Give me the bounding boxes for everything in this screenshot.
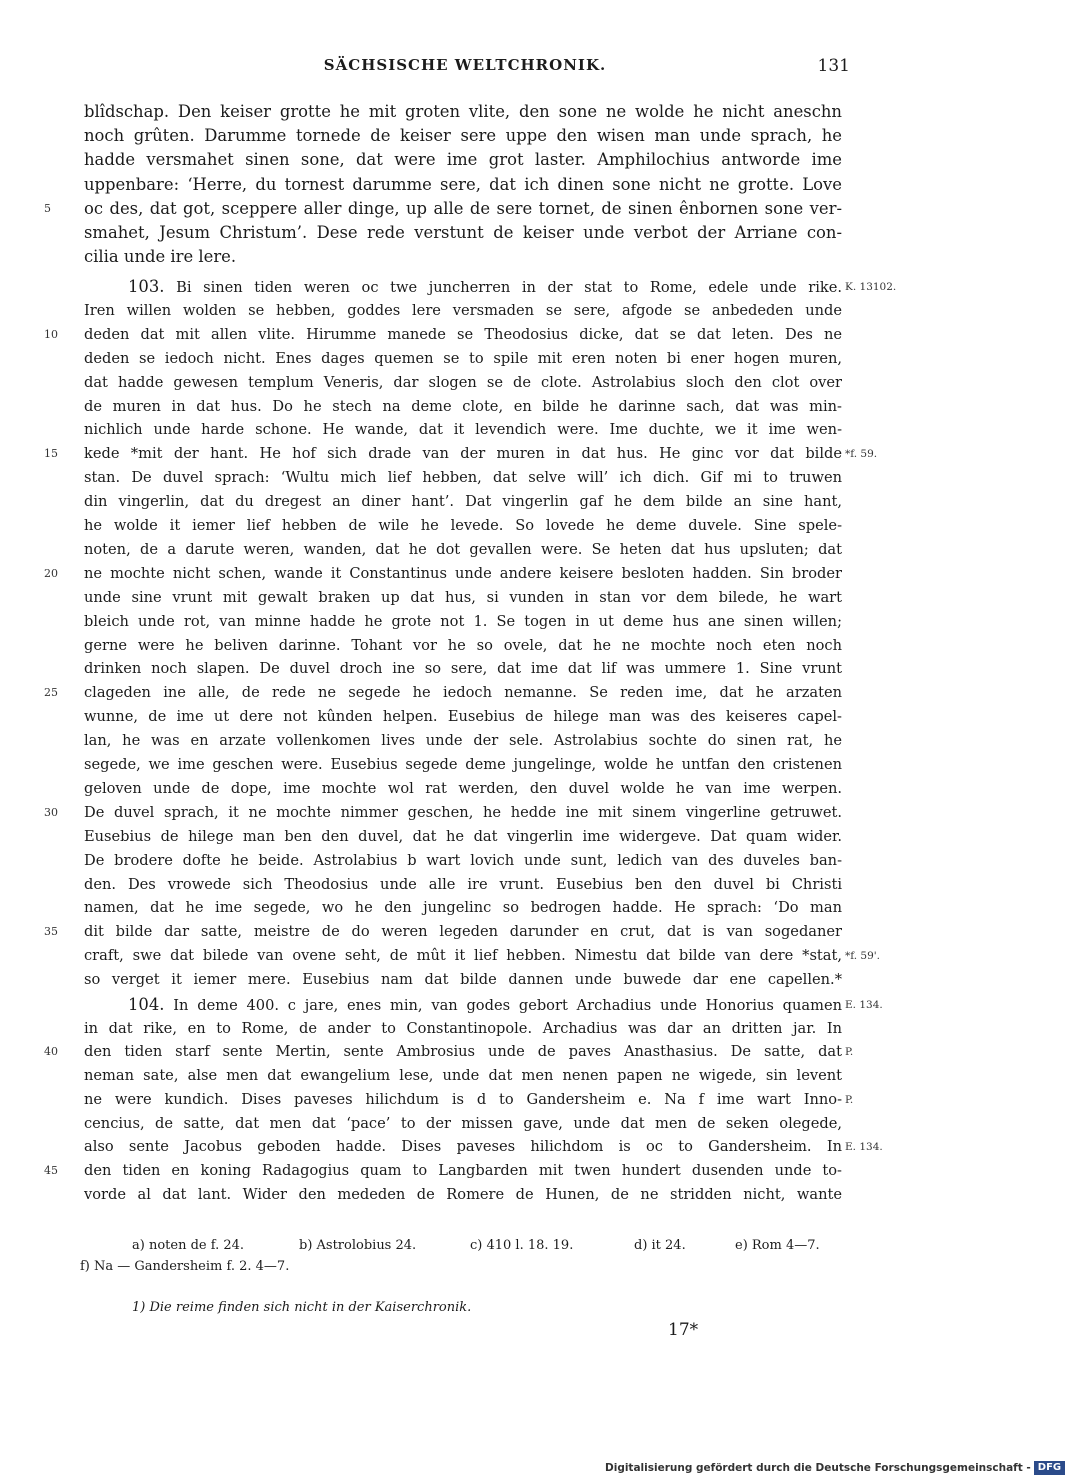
line-text: dit bilde dar satte, meistre de do weren legeden darunder en crut, dat is van sogedaner [84, 923, 842, 941]
margin-reference: K. 13102. [845, 281, 897, 293]
line-text: segede, we ime geschen were. Eusebius segede deme jungelinge, wolde he untfan den cristenen [84, 756, 842, 773]
line-text: ne mochte nicht schen, wande it Constantinus unde andere keisere besloten hadden. Sin broder [84, 564, 842, 582]
running-header [80, 56, 850, 84]
line-text: in dat rike, en to Rome, de ander to Constantinopole. Archadius was dar an dritten jar. In [84, 1019, 842, 1037]
footnote-apparatus-f: f) Na — Gandersheim f. 2. 4—7. [80, 1259, 290, 1274]
text-line [84, 1159, 842, 1183]
line-number: 5 [44, 201, 51, 215]
line-text: cilia unde ire lere. [84, 247, 237, 267]
text-line [84, 1088, 842, 1112]
line-text: oc des, dat got, sceppere aller dinge, up alle de sere tornet, de sinen ênbornen sone ver- [84, 198, 842, 218]
text-line [84, 1064, 842, 1088]
line-text: Bi sinen tiden weren oc twe juncherren in der stat to Rome, edele unde rike. [176, 279, 843, 296]
text-line [84, 1017, 842, 1041]
text-line [84, 993, 842, 1017]
text-line [84, 100, 842, 124]
text-line [84, 442, 842, 466]
line-number: 10 [44, 327, 58, 341]
text-line [84, 275, 842, 299]
line-text: De brodere dofte he beide. Astrolabius b wart lovich unde sunt, ledich van des duveles ban- [84, 851, 842, 869]
line-text: bleich unde rot, van minne hadde he grote not 1. Se togen in ut deme hus ane sinen willen; [84, 612, 842, 630]
footnote-apparatus-d: d) it 24. [634, 1238, 686, 1253]
line-text: smahet, Jesum Christum’. Dese rede verstunt de keiser unde verbot der Arriane con- [84, 223, 842, 242]
line-text: nichlich unde harde schone. He wande, dat it levendich were. Ime duchte, we it ime wen- [84, 421, 842, 439]
line-text: hadde versmahet sinen sone, dat were ime grot laster. Amphilochius antworde ime [84, 150, 842, 170]
text-line [84, 968, 842, 992]
margin-reference: *f. 59'. [845, 950, 881, 963]
line-text: geloven unde de dope, ime mochte wol rat werden, den duvel wolde he van ime werpen. [84, 779, 842, 797]
line-text: cencius, de satte, dat men dat ‘pace’ to der missen gave, unde dat men de seken olegede, [84, 1114, 842, 1132]
line-text: den tiden en koning Radagogius quam to Langbarden mit twen hundert dusenden unde to- [84, 1161, 842, 1179]
credit-text: Digitalisierung gefördert durch die Deutsche Forschungsgemeinschaft - [605, 1462, 1031, 1474]
line-text: In deme 400. c jare, enes min, van godes gebort Archadius unde Honorius quamen [173, 997, 842, 1014]
text-line [84, 753, 842, 777]
line-text: wunne, de ime ut dere not kûnden helpen. Eusebius de hilege man was des keiseres capel- [84, 708, 842, 726]
paragraph-number: 104. [128, 995, 165, 1014]
line-text: vorde al dat lant. Wider den mededen de Romere de Hunen, de ne stridden nicht, wante [84, 1185, 842, 1203]
text-line [84, 299, 842, 323]
line-text: stan. De duvel sprach: ‘Wultu mich lief hebben, dat selve will’ ich dich. Gif mi to truwen [84, 469, 842, 487]
line-text: den tiden starf sente Mertin, sente Ambrosius unde de paves Anasthasius. De satte, dat [84, 1043, 842, 1061]
line-text: de muren in dat hus. Do he stech na deme clote, en bilde he darinne sach, dat was min- [84, 397, 842, 415]
line-text: deden dat mit allen vlite. Hirumme manede se Theodosius dicke, dat se dat leten. Des ne [84, 325, 842, 343]
line-text: craft, swe dat bilede van ovene seht, de mût it lief hebben. Nimestu dat bilde van dere *stat, [84, 947, 842, 965]
line-text: noch grûten. Darumme tornede de keiser sere uppe den wisen man unde sprach, he [84, 126, 842, 146]
line-text: den. Des vrowede sich Theodosius unde alle ire vrunt. Eusebius ben den duvel bi Christi [84, 875, 842, 893]
text-line [84, 681, 842, 705]
text-line [84, 849, 842, 873]
text-line [84, 466, 842, 490]
footnote-apparatus-a: a) noten de f. 24. [132, 1238, 245, 1253]
text-line [84, 729, 842, 753]
line-text: blîdschap. Den keiser grotte he mit groten vlite, den sone ne wolde he nicht aneschn [84, 102, 842, 121]
text-line [84, 1135, 842, 1159]
signature-mark: 17* [668, 1320, 699, 1340]
line-text: namen, dat he ime segede, wo he den jungelinc so bedrogen hadde. He sprach: ‘Do man [84, 899, 842, 917]
line-text: drinken noch slapen. De duvel droch ine so sere, dat ime dat lif was ummere 1. Sine vrunt [84, 660, 842, 678]
line-text: De duvel sprach, it ne mochte nimmer geschen, he hedde ine mit sinem vingerline getruwet. [84, 803, 842, 821]
text-line [84, 1183, 842, 1207]
line-number: 15 [44, 447, 58, 461]
footnote-apparatus-b: b) Astrolobius 24. [299, 1238, 417, 1253]
text-line [84, 586, 842, 610]
text-line [84, 705, 842, 729]
line-number: 25 [44, 686, 58, 700]
text-line [84, 1112, 842, 1136]
line-text: neman sate, alse men dat ewangelium lese, unde dat men nenen papen ne wigede, sin levent [84, 1067, 842, 1085]
margin-reference: *f. 59. [845, 448, 878, 461]
text-line [84, 896, 842, 920]
line-text: deden se iedoch nicht. Enes dages quemen se to spile mit eren noten bi ener hogen muren, [84, 349, 842, 367]
line-text: also sente Jacobus geboden hadde. Dises paveses hilichdom is oc to Gandersheim. In [84, 1138, 842, 1156]
line-text: Iren willen wolden se hebben, goddes lere versmaden se sere, afgode se anbededen unde [84, 301, 842, 319]
line-text: gerne were he beliven darinne. Tohant vor he so ovele, dat he ne mochte noch eten noch [84, 636, 842, 654]
line-text: noten, de a darute weren, wanden, dat he dot gevallen were. Se heten dat hus upsluten; dat [84, 540, 842, 558]
paragraph-number: 103. [128, 277, 165, 296]
text-line [84, 395, 842, 419]
text-line [84, 173, 842, 197]
text-line [84, 610, 842, 634]
margin-reference: P. [845, 1046, 854, 1059]
line-number: 30 [44, 805, 58, 819]
line-text: uppenbare: ‘Herre, du tornest darumme sere, dat ich dinen sone nicht ne grotte. Love [84, 174, 842, 194]
dfg-logo: DFG [1034, 1461, 1065, 1475]
text-line [84, 801, 842, 825]
text-line [84, 562, 842, 586]
line-number: 35 [44, 925, 58, 939]
margin-reference: E. 134. [845, 1141, 883, 1154]
line-text: kede *mit der hant. He hof sich drade van der muren in dat hus. He ginc vor dat bilde [84, 445, 842, 463]
line-text: so verget it iemer mere. Eusebius nam dat bilde dannen unde buwede dar ene capellen.* [84, 971, 842, 989]
text-line [84, 825, 842, 849]
text-line [84, 657, 842, 681]
text-line [84, 245, 842, 269]
line-text: din vingerlin, dat du dregest an diner hant’. Dat vingerlin gaf he dem bilde an sine hant, [84, 493, 842, 511]
text-line [84, 490, 842, 514]
text-line [84, 1040, 842, 1064]
margin-reference: P. [845, 1093, 854, 1106]
line-text: Eusebius de hilege man ben den duvel, dat he dat vingerlin ime widergeve. Dat quam wider. [84, 827, 842, 845]
line-text: dat hadde gewesen templum Veneris, dar slogen se de clote. Astrolabius sloch den clot over [84, 373, 842, 391]
line-text: lan, he was en arzate vollenkomen lives unde der sele. Astrolabius sochte do sinen rat, he [84, 732, 842, 750]
text-line [84, 197, 842, 221]
line-number: 40 [44, 1045, 58, 1059]
text-line [84, 538, 842, 562]
footnote-apparatus-c: c) 410 l. 18. 19. [470, 1238, 574, 1253]
digitization-credit [605, 1459, 1065, 1477]
line-text: ne were kundich. Dises paveses hilichdum is d to Gandersheim e. Na f ime wart Inno- [84, 1090, 842, 1108]
text-line [84, 371, 842, 395]
line-number: 45 [44, 1163, 58, 1177]
text-line [84, 944, 842, 968]
page-number: 131 [817, 56, 850, 76]
text-line [84, 514, 842, 538]
text-line [84, 418, 842, 442]
text-line [84, 777, 842, 801]
line-text: unde sine vrunt mit gewalt braken up dat hus, si vunden in stan vor dem bilede, he wart [84, 588, 842, 606]
text-line [84, 323, 842, 347]
running-title: SÄCHSISCHE WELTCHRONIK. [323, 56, 607, 74]
text-line [84, 148, 842, 172]
line-text: he wolde it iemer lief hebben de wile he levede. So lovede he deme duvele. Sine spele- [84, 517, 842, 534]
text-line [84, 920, 842, 944]
line-number: 20 [44, 566, 58, 580]
text-line [84, 347, 842, 371]
text-line [84, 873, 842, 897]
text-line [84, 124, 842, 148]
footnote-reime [132, 1297, 471, 1319]
margin-reference: E. 134. [845, 999, 883, 1011]
text-line [84, 634, 842, 658]
footnote-reime-text: 1) Die reime finden sich nicht in der Kaiserchronik. [132, 1300, 472, 1315]
footnote-apparatus-e: e) Rom 4—7. [735, 1238, 820, 1253]
text-line [84, 221, 842, 245]
line-text: clageden ine alle, de rede ne segede he iedoch nemanne. Se reden ime, dat he arzaten [84, 684, 842, 702]
